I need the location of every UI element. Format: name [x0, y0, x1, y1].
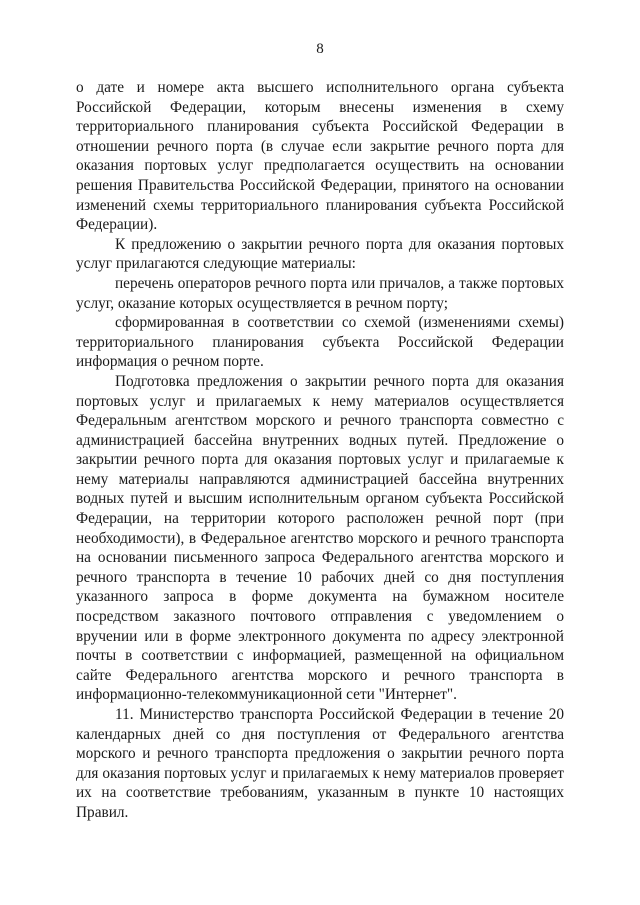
document-body	[76, 78, 564, 823]
page-number: 8	[316, 41, 324, 57]
paragraph-proposal-preparation: Подготовка предложения о закрытии речного порта для оказания портовых услуг и прилагаемых к нему материалов осуществляется Федеральным агентством морского и речного транспорта совместно с администрацией бассейна внутренних водных путей. Предложение о закрытии речного порта для оказания портовых услуг и прилагаемые к нему материалы направляются администрацией бассейна внутренних водных путей и высшим исполнительным органом субъекта Российской Федерации, на территории которого расположен речной порт (при необходимости), в Федеральное агентство морского и речного транспорта на основании письменного запроса Федерального агентства морского и речного транспорта в течение 10 рабочих дней со дня поступления указанного запроса в форме документа на бумажном носителе посредством заказного почтового отправления с уведомлением о вручении или в форме электронного документа по адресу электронной почты в соответствии с информацией, размещенной на официальном сайте Федерального агентства морского и речного транспорта в информационно-телекоммуникационной сети "Интернет".	[76, 372, 564, 704]
paragraph-clause-11: 11. Министерство транспорта Российской Федерации в течение 20 календарных дней со дня поступления от Федерального агентства морского и речного транспорта предложения о закрытии речного порта для оказания портовых услуг и прилагаемых к нему материалов проверяет их на соответствие требованиям, указанным в пункте 10 настоящих Правил.	[76, 706, 564, 821]
paragraph-act-details: о дате и номере акта высшего исполнительного органа субъекта Российской Федерации, которым внесены изменения в схему территориального планирования субъекта Российской Федерации в отношении речного порта (в случае если закрытие речного порта для оказания портовых услуг предполагается осуществить на основании решения Правительства Российской Федерации, принятого на основании изменений схемы территориального планирования субъекта Российской Федерации).	[76, 79, 564, 234]
paragraph-operators-list: перечень операторов речного порта или причалов, а также портовых услуг, оказание которых осуществляется в речном порту;	[76, 274, 564, 312]
paragraph-port-information: сформированная в соответствии со схемой (изменениями схемы) территориального планирования субъекта Российской Федерации информация о речном порте.	[76, 314, 564, 371]
paragraph-attached-materials-intro: К предложению о закрытии речного порта для оказания портовых услуг прилагаются следующие материалы:	[76, 235, 564, 273]
